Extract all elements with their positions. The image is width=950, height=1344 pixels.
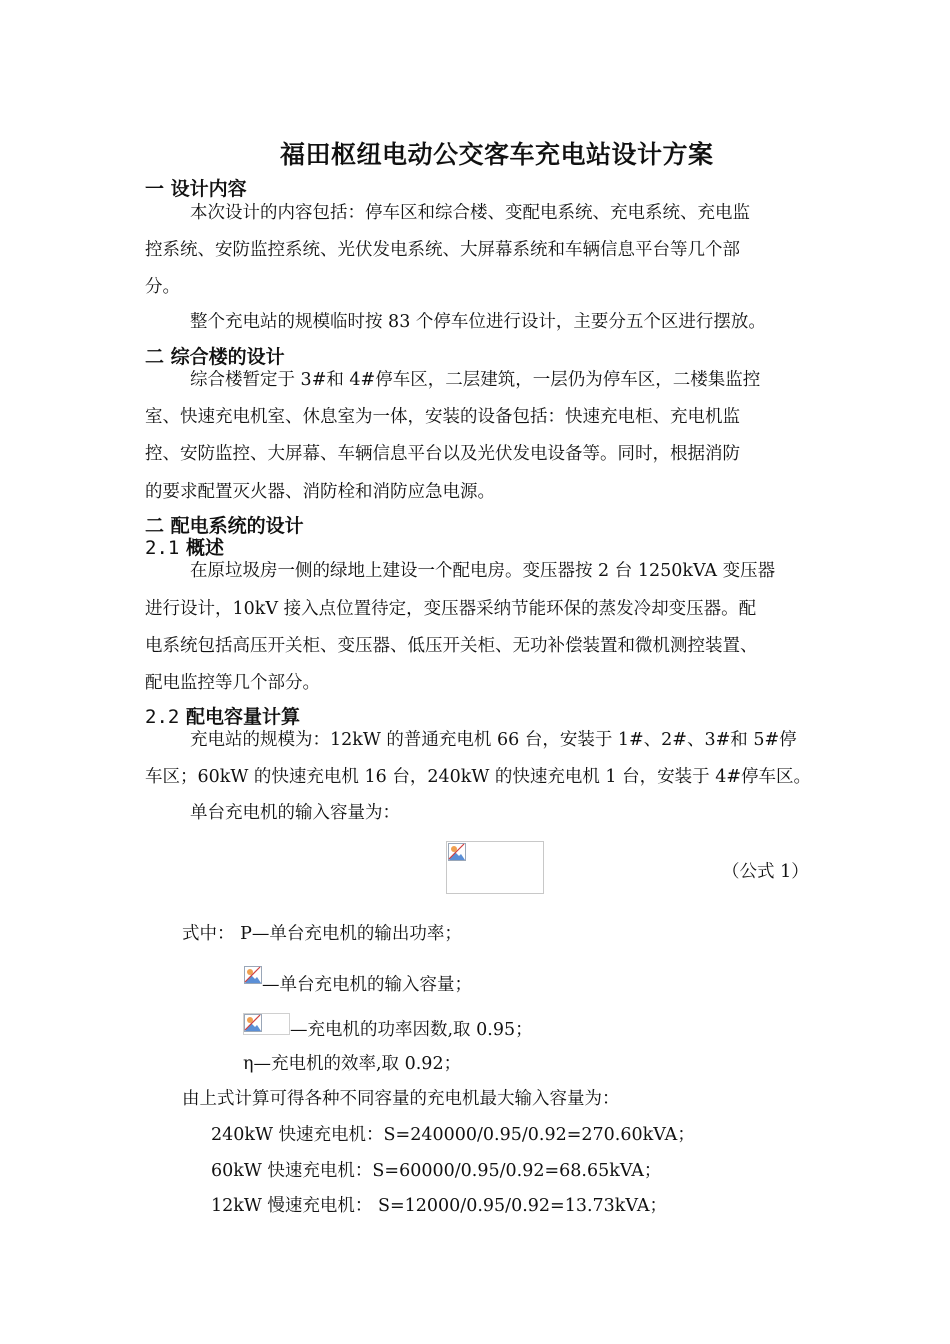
variable-definition: —单台充电机的输入容量； — [262, 975, 472, 995]
paragraph-line: 的要求配置灭火器、消防栓和消防应急电源。 — [145, 482, 495, 502]
paragraph-line: 整个充电站的规模临时按 83 个停车位进行设计，主要分五个区进行摆放。 — [190, 312, 766, 332]
paragraph-line: 车区；60kW 的快速充电机 16 台，240kW 的快速充电机 1 台，安装于 4#停车区。 — [145, 767, 811, 787]
variable-definition: η—充电机的效率,取 0.92； — [243, 1054, 462, 1074]
paragraph-line: 综合楼暂定于 3#和 4#停车区，二层建筑，一层仍为停车区，二楼集监控 — [190, 370, 761, 390]
paragraph-line: 配电监控等几个部分。 — [145, 673, 320, 693]
broken-image-icon — [244, 1014, 262, 1032]
result-line: 240kW 快速充电机：S=240000/0.95/0.92=270.60kVA； — [211, 1125, 695, 1145]
section-heading-design-content: 一 设计内容 — [145, 178, 247, 200]
result-intro: 由上式计算可得各种不同容量的充电机最大输入容量为： — [182, 1089, 620, 1109]
variable-definition: —充电机的功率因数,取 0.95； — [290, 1020, 533, 1040]
subsection-number: 2.2 — [145, 706, 180, 728]
subsection-heading-capacity-calc — [145, 702, 300, 729]
paragraph-line: 电系统包括高压开关柜、变压器、低压开关柜、无功补偿装置和微机测控装置、 — [145, 636, 758, 656]
subsection-title: 配电容量计算 — [185, 706, 300, 728]
paragraph-line: 本次设计的内容包括：停车区和综合楼、变配电系统、充电系统、充电监 — [190, 203, 750, 223]
paragraph-line: 控、安防监控、大屏幕、车辆信息平台以及光伏发电设备等。同时，根据消防 — [145, 444, 740, 464]
paragraph-line: 充电站的规模为：12kW 的普通充电机 66 台，安装于 1#、2#、3#和 5#停 — [190, 730, 797, 750]
page-title: 福田枢纽电动公交客车充电站设计方案 — [280, 140, 714, 169]
result-line: 60kW 快速充电机：S=60000/0.95/0.92=68.65kVA； — [211, 1161, 662, 1181]
variable-definition: 式中： P—单台充电机的输出功率； — [182, 924, 462, 944]
symbol-image-placeholder — [243, 1013, 290, 1035]
paragraph-line: 控系统、安防监控系统、光伏发电系统、大屏幕系统和车辆信息平台等几个部 — [145, 240, 740, 260]
subsection-number: 2.1 — [145, 537, 180, 559]
paragraph-line: 在原垃圾房一侧的绿地上建设一个配电房。变压器按 2 台 1250kVA 变压器 — [190, 561, 776, 581]
paragraph-line: 分。 — [145, 277, 180, 297]
section-heading-building-design: 二 综合楼的设计 — [145, 346, 285, 368]
broken-image-icon — [244, 966, 262, 984]
section-heading-power-distribution: 二 配电系统的设计 — [145, 515, 304, 537]
paragraph-line: 进行设计，10kV 接入点位置待定，变压器采纳节能环保的蒸发冷却变压器。配 — [145, 599, 757, 619]
subsection-title: 概述 — [185, 537, 224, 559]
formula-image-placeholder — [446, 841, 544, 894]
paragraph-line: 室、快速充电机室、休息室为一体，安装的设备包括：快速充电柜、充电机监 — [145, 407, 740, 427]
subsection-heading-overview — [145, 533, 224, 560]
paragraph-line: 单台充电机的输入容量为： — [190, 803, 400, 823]
broken-image-icon — [448, 843, 466, 861]
result-line: 12kW 慢速充电机： S=12000/0.95/0.92=13.73kVA； — [211, 1196, 667, 1216]
formula-label: （公式 1） — [722, 862, 809, 882]
